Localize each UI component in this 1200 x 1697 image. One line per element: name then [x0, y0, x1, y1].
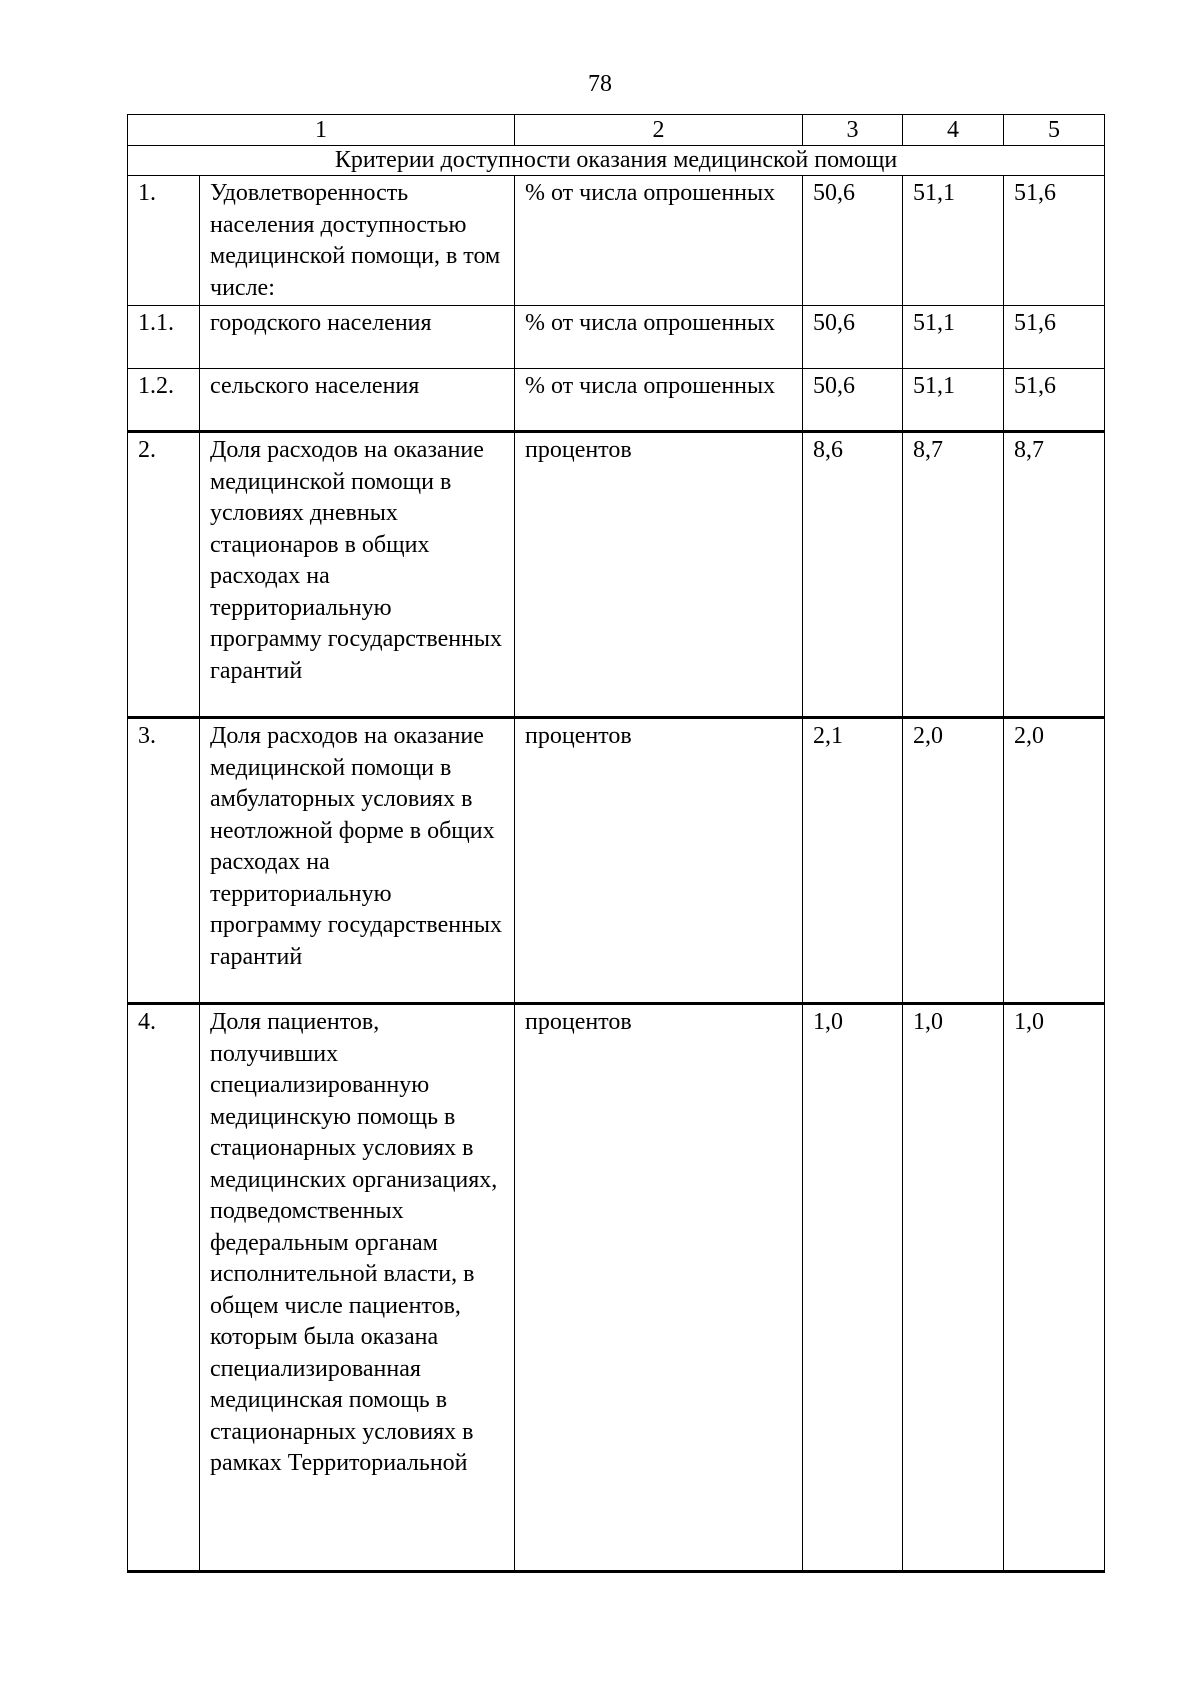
- row-unit: % от числа опрошенных: [515, 176, 803, 306]
- column-header-4: 4: [903, 115, 1004, 146]
- row-value-5: 51,6: [1004, 176, 1105, 306]
- row-value-3: 1,0: [803, 1004, 903, 1572]
- row-name: Доля расходов на оказание медицинской помощи в амбулаторных условиях в неотложной форме в общих расходах на территориальную программу государственных гарантий: [200, 718, 515, 1004]
- row-name: сельского населения: [200, 369, 515, 432]
- row-number: 3.: [128, 718, 200, 1004]
- column-header-row: [128, 115, 1105, 146]
- table-row: [128, 1004, 1105, 1572]
- row-unit: % от числа опрошенных: [515, 369, 803, 432]
- row-number: 2.: [128, 432, 200, 718]
- row-value-4: 8,7: [903, 432, 1004, 718]
- column-header-3: 3: [803, 115, 903, 146]
- section-title: Критерии доступности оказания медицинской помощи: [128, 146, 1105, 176]
- row-value-3: 8,6: [803, 432, 903, 718]
- row-unit: процентов: [515, 1004, 803, 1572]
- row-unit: % от числа опрошенных: [515, 306, 803, 369]
- column-header-5: 5: [1004, 115, 1105, 146]
- row-value-5: 51,6: [1004, 306, 1105, 369]
- row-value-4: 2,0: [903, 718, 1004, 1004]
- table-row: [128, 718, 1105, 1004]
- row-value-5: 8,7: [1004, 432, 1105, 718]
- row-number: 1.1.: [128, 306, 200, 369]
- row-name: Удовлетворенность населения доступностью медицинской помощи, в том числе:: [200, 176, 515, 306]
- row-value-5: 51,6: [1004, 369, 1105, 432]
- row-unit: процентов: [515, 432, 803, 718]
- row-value-5: 2,0: [1004, 718, 1105, 1004]
- row-value-4: 51,1: [903, 176, 1004, 306]
- row-value-3: 50,6: [803, 369, 903, 432]
- row-name: городского населения: [200, 306, 515, 369]
- table-row: [128, 176, 1105, 306]
- row-value-3: 50,6: [803, 176, 903, 306]
- row-unit: процентов: [515, 718, 803, 1004]
- row-value-3: 50,6: [803, 306, 903, 369]
- row-value-5: 1,0: [1004, 1004, 1105, 1572]
- column-header-2: 2: [515, 115, 803, 146]
- row-value-4: 51,1: [903, 369, 1004, 432]
- row-value-4: 51,1: [903, 306, 1004, 369]
- table-row: [128, 369, 1105, 432]
- page-number: 78: [588, 71, 612, 97]
- row-number: 4.: [128, 1004, 200, 1572]
- column-header-1: 1: [128, 115, 515, 146]
- table-row: [128, 432, 1105, 718]
- row-number: 1.2.: [128, 369, 200, 432]
- row-name: Доля пациентов, получивших специализированную медицинскую помощь в стационарных условиях в медицинских организациях, подведомственных федеральным органам исполнительной власти, в общем числе пациентов, которым была оказана специализированная медицинская помощь в стационарных условиях в рамках Территориальной: [200, 1004, 515, 1572]
- row-number: 1.: [128, 176, 200, 306]
- row-name: Доля расходов на оказание медицинской помощи в условиях дневных стационаров в общих расходах на территориальную программу государственных гарантий: [200, 432, 515, 718]
- section-title-row: [128, 146, 1105, 176]
- row-value-3: 2,1: [803, 718, 903, 1004]
- criteria-table: [127, 114, 1105, 1573]
- row-value-4: 1,0: [903, 1004, 1004, 1572]
- table-row: [128, 306, 1105, 369]
